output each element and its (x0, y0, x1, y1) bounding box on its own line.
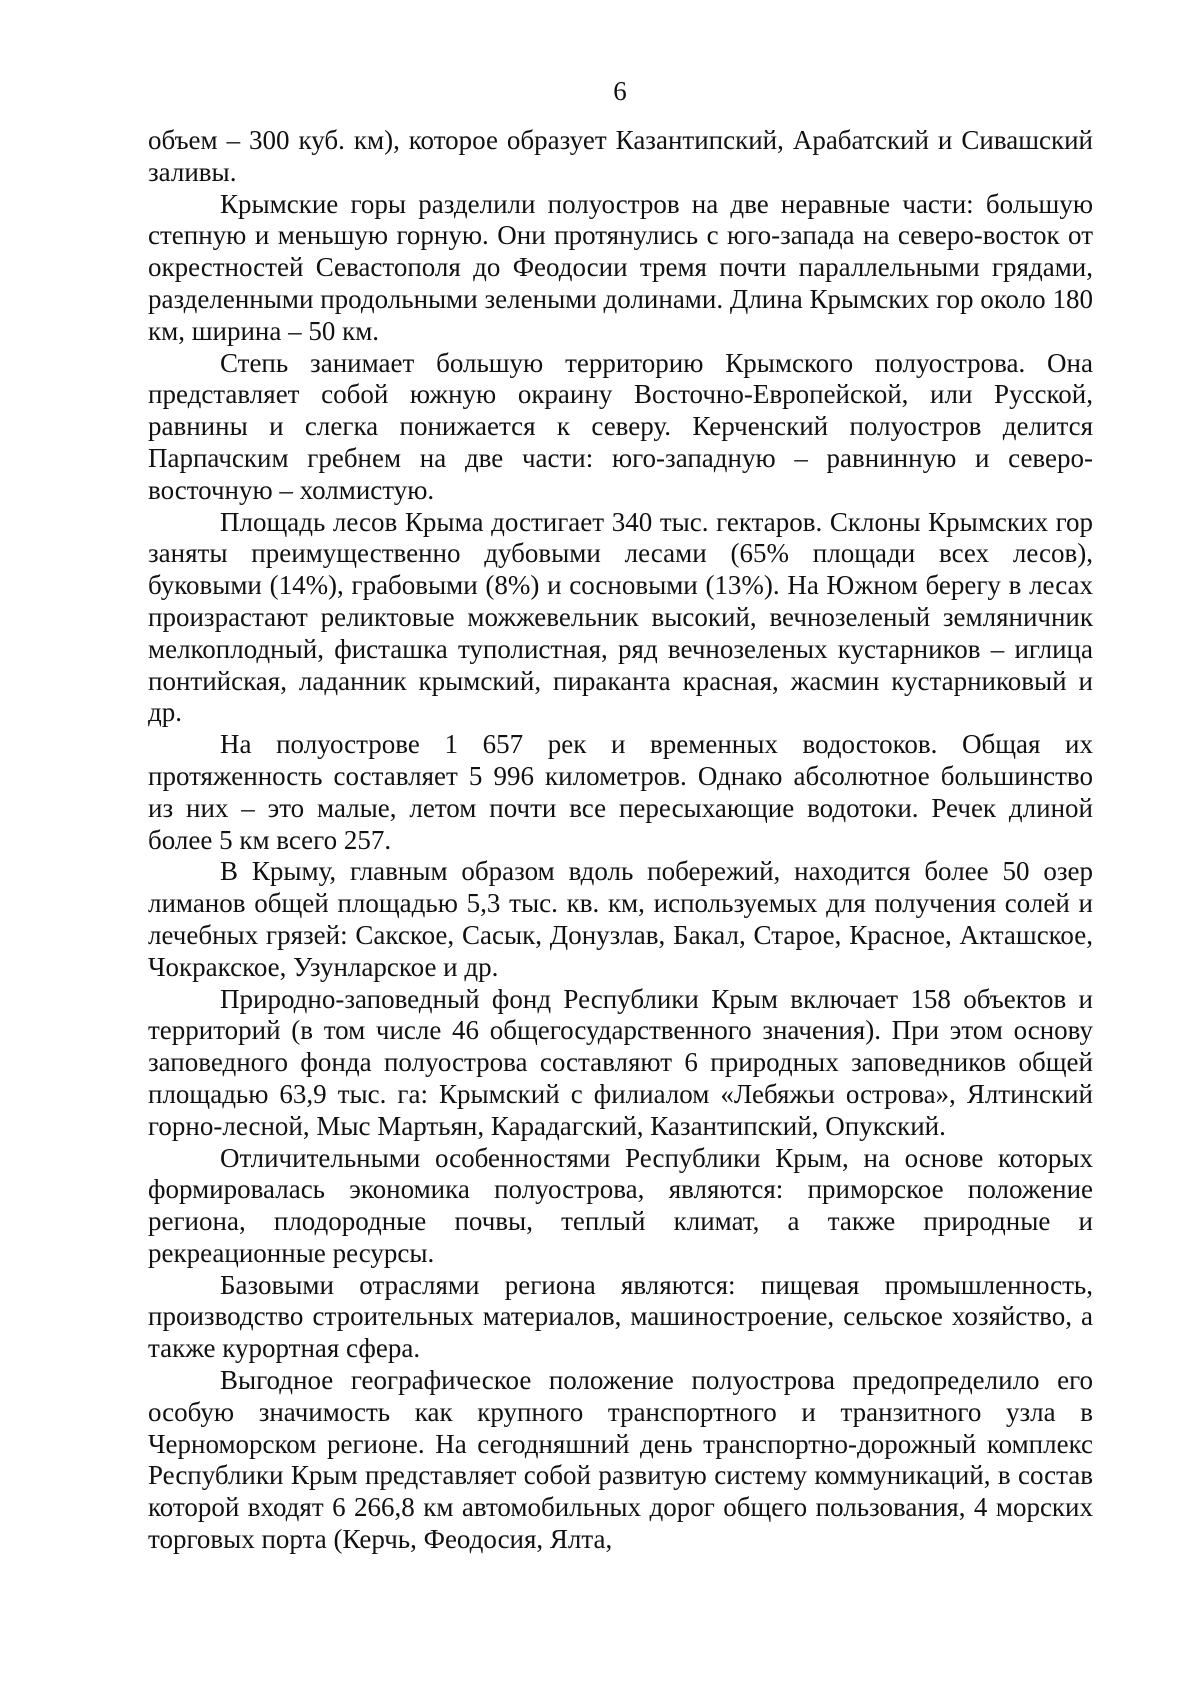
paragraph: Выгодное географическое положение полуострова предопределило его особую значимость как крупного транспортного и транзитного узла в Черноморском регионе. На сегодняшний день транспортно-дорожный комплекс Республики Крым представляет собой развитую систему коммуникаций, в состав которой входят 6 266,8 км автомобильных дорог общего пользования, 4 морских торговых порта (Керчь, Феодосия, Ялта, (148, 1365, 1093, 1555)
paragraph: На полуострове 1 657 рек и временных водостоков. Общая их протяженность составляет 5 996 километров. Однако абсолютное большинство из них – это малые, летом почти все пересыхающие водотоки. Речек длиной более 5 км всего 257. (148, 729, 1093, 855)
page-number: 6 (613, 76, 627, 106)
paragraph: Природно-заповедный фонд Республики Крым включает 158 объектов и территорий (в том числе 46 общегосударственного значения). При этом основу заповедного фонда полуострова составляют 6 природных заповедников общей площадью 63,9 тыс. га: Крымский с филиалом «Лебяжьи острова», Ялтинский горно-лесной, Мыс Мартьян, Карадагский, Казантипский, Опукский. (148, 983, 1093, 1141)
paragraph: объем – 300 куб. км), которое образует Казантипский, Арабатский и Сивашский заливы. (148, 125, 1093, 187)
paragraph: Отличительными особенностями Республики Крым, на основе которых формировалась экономика полуострова, являются: приморское положение региона, плодородные почвы, теплый климат, а также природные и рекреационные ресурсы. (148, 1142, 1093, 1268)
paragraph: Базовыми отраслями региона являются: пищевая промышленность, производство строительных материалов, машиностроение, сельское хозяйство, а также курортная сфера. (148, 1269, 1093, 1364)
paragraph: Степь занимает большую территорию Крымского полуострова. Она представляет собой южную окраину Восточно-Европейской, или Русской, равнины и слегка понижается к северу. Керченский полуостров делится Парпачским гребнем на две части: юго-западную – равнинную и северо-восточную – холмистую. (148, 347, 1093, 505)
paragraph: Площадь лесов Крыма достигает 340 тыс. гектаров. Склоны Крымских гор заняты преимущественно дубовыми лесами (65% площади всех лесов), буковыми (14%), грабовыми (8%) и сосновыми (13%). На Южном берегу в лесах произрастают реликтовые можжевельник высокий, вечнозеленый земляничник мелкоплодный, фисташка туполистная, ряд вечнозеленых кустарников – иглица понтийская, ладанник крымский, пираканта красная, жасмин кустарниковый и др. (148, 506, 1093, 728)
document-body (148, 125, 1093, 1556)
paragraph: В Крыму, главным образом вдоль побережий, находится более 50 озер лиманов общей площадью 5,3 тыс. кв. км, используемых для получения солей и лечебных грязей: Сакское, Сасык, Донузлав, Бакал, Старое, Красное, Акташское, Чокракское, Узунларское и др. (148, 856, 1093, 982)
paragraph: Крымские горы разделили полуостров на две неравные части: большую степную и меньшую горную. Они протянулись с юго-запада на северо-восток от окрестностей Севастополя до Феодосии тремя почти параллельными грядами, разделенными продольными зелеными долинами. Длина Крымских гор около 180 км, ширина – 50 км. (148, 188, 1093, 346)
